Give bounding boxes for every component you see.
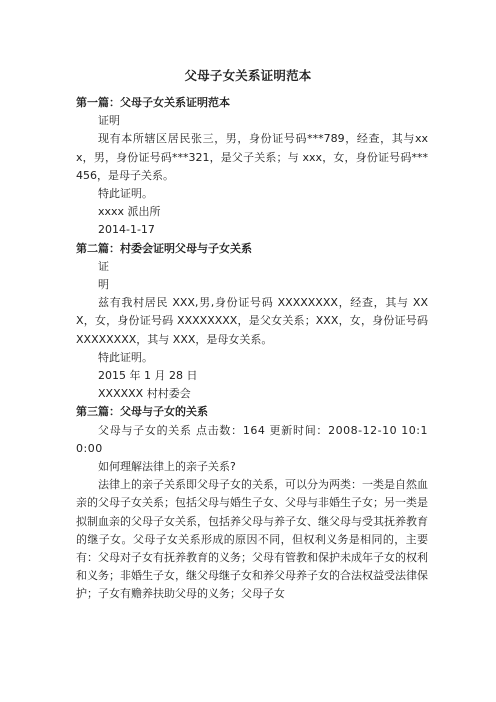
- document-title: 父母子女关系证明范本: [184, 68, 312, 83]
- section-1-paragraph: 特此证明。: [98, 187, 153, 201]
- section-1-paragraph: xxxx 派出所: [98, 205, 161, 219]
- section-3-paragraph: 法律上的亲子关系即父母子女的关系，可以分为两类：一类是自然血亲的父母子女关系；包括父母与婚生子女、父母与非婚生子女；另一类是拟制血亲的父母子女关系，包括养父母与养子女、继父母与受其抚养教育的继子女。父母子女关系形成的原因不同，但权利义务是相同的，主要有：父母对子女有抚养教育的义务；父母有管教和保护未成年子女的权利和义务；非婚生子女，继父母继子女和养父母养子女的合法权益受法律保护；子女有赡养扶助父母的义务；父母子女: [76, 478, 428, 601]
- section-1-paragraph: 证明: [98, 114, 120, 128]
- section-1-paragraph: 2014-1-17: [98, 223, 155, 237]
- section-2-paragraph: 兹有我村居民 XXX,男,身份证号码 XXXXXXXX，经查，其与 XXX，女，身份证号码 XXXXXXXX，是父女关系；XXX，女，身份证号码XXXXXXXX，其与 XXX，是母女关系。: [76, 296, 428, 346]
- document-body: [76, 94, 428, 604]
- section-2-paragraph: 2015 年 1 月 28 日: [98, 369, 198, 383]
- section-3-paragraph: 如何理解法律上的亲子关系?: [98, 460, 236, 474]
- section-2-paragraph: 明: [98, 278, 109, 292]
- section-2-paragraph: 特此证明。: [98, 350, 153, 364]
- section-heading-1: 第一篇：父母子女关系证明范本: [76, 96, 230, 109]
- section-heading-3: 第三篇：父母与子女的关系: [76, 405, 208, 419]
- section-2-paragraph: 证: [98, 259, 109, 273]
- section-heading-2: 第二篇：村委会证明父母与子女关系: [76, 241, 252, 255]
- section-2-paragraph: XXXXXX 村村委会: [98, 387, 191, 401]
- section-3-meta-line: 父母与子女的关系 点击数：164 更新时间：2008-12-10 10:10:00: [76, 423, 428, 455]
- section-1-paragraph: 现有本所辖区居民张三，男，身份证号码***789，经查，其与xxx，男，身份证号码***321，是父子关系；与 xxx，女，身份证号码***456，是母子关系。: [76, 132, 428, 182]
